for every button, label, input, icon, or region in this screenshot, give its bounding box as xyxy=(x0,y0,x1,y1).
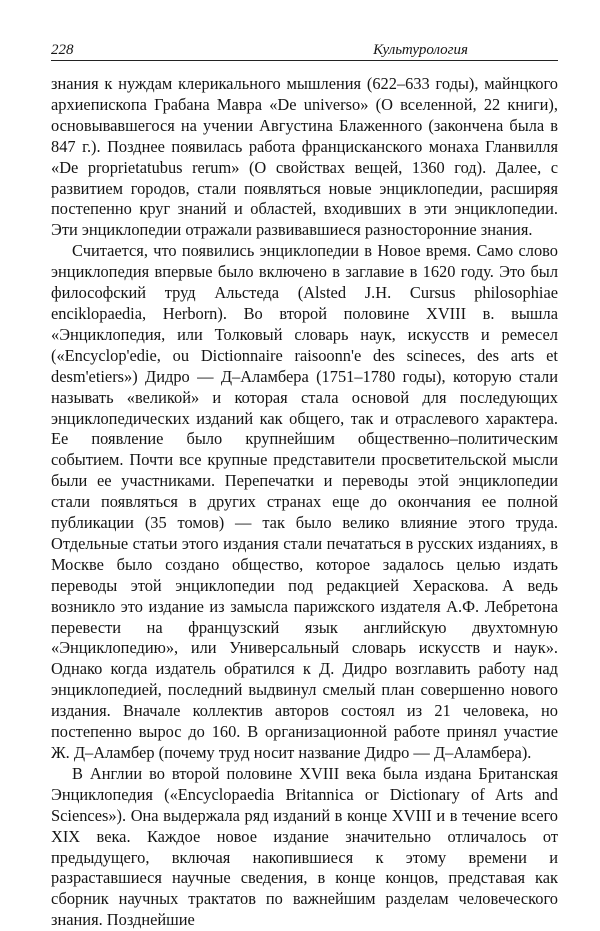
body-text xyxy=(51,74,558,931)
running-header xyxy=(51,38,558,61)
paragraph-3: В Англии во второй половине XVIII века была издана Британская Энциклопедия («Encyclopaedia Britannica or Dictionary of Arts and Sciences»). Она выдержала ряд изданий в конце XVIII и в течение всего XIX века. Каждое новое издание значительно отличалось от предыдущего, включая накопившиеся к этому времени и разраставшиеся научные сведения, в конце концов, представая как сборник научных трактатов по важнейшим разделам человеческого знания. Позднейшие xyxy=(51,763,558,930)
book-page xyxy=(51,38,558,931)
section-title: Культурология xyxy=(373,42,468,58)
paragraph-2: Считается, что появились энциклопедии в Новое время. Само слово энциклопедия впервые было включено в заглавие в 1620 году. Это был философский труд Альстеда (Alsted J.H. Cursus philosophiae enciklopaedia, Herborn). Во второй половине XVIII в. вышла «Энциклопедия, или Толковый словарь наук, искусств и ремесел («Encyclop'edie, ou Dictionnaire raisoonn'e des scineces, des arts et desm'etiers») Дидро — Д–Аламбера (1751–1780 годы), которую стали называть «великой» и которая стала основой для последующих энциклопедических изданий как общего, так и отраслевого характера. Ее появление было крупнейшим общественно–политическим событием. Почти все крупные представители просветительской мысли были ее участниками. Перепечатки и переводы этой энциклопедии стали появляться в других странах еще до окончания ее полной публикации (35 томов) — так было велико влияние этого труда. Отдельные статьи этого издания стали печататься в русских изданиях, в Москве было создано общество, которое задалось целью издать переводы этой энциклопедии под редакцией Хераскова. А ведь возникло это издание из замысла парижского издателя А.Ф. Лебретона перевести на французский язык английскую двухтомную «Энциклопедию», или Универсальный словарь искусств и наук». Однако когда издатель обратился к Д. Дидро возглавить работу над энциклопедией, последний выдвинул смелый план совершенно нового издания. Вначале коллектив авторов состоял из 21 человека, но постепенно вырос до 160. В организационной работе принял участие Ж. Д–Аламбер (почему труд носит название Дидро — Д–Аламбера). xyxy=(51,241,558,762)
page-number: 228 xyxy=(51,42,74,58)
paragraph-1: знания к нуждам клерикального мышления (622–633 годы), майнцкого архиепископа Грабана Мавра «De universo» (О вселенной, 22 книги), основывавшегося на учении Августина Блаженного (закончена была в 847 г.). Позднее появилась работа францисканского монаха Гланвилля «De proprietatubus rerum» (О свойствах вещей, 1360 год). Далее, с развитием городов, стали появляться новые энциклопедии, расширяя постепенно круг знаний и областей, входивших в эти энциклопедии. Эти энциклопедии отражали развивавшиеся разносторонние знания. xyxy=(51,74,558,240)
